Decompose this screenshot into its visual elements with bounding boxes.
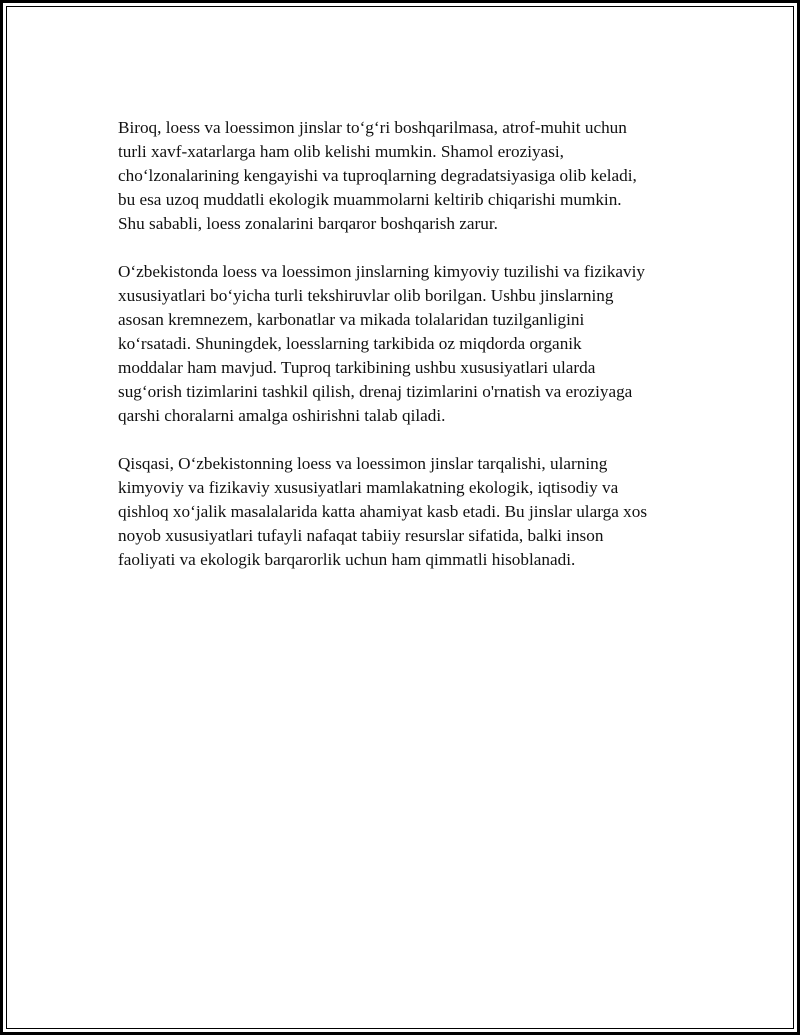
text-line: qishloq xo‘jalik masalalarida katta ahamiyat kasb etadi. Bu jinslar ularga xos: [118, 502, 648, 521]
text-line: Shu sababli, loess zonalarini barqaror boshqarish zarur.: [118, 214, 498, 233]
text-line: xususiyatlari bo‘yicha turli tekshiruvlar olib borilgan. Ushbu jinslarning: [118, 286, 614, 305]
text-line: moddalar ham mavjud. Tuproq tarkibining ushbu xususiyatlari ularda: [118, 358, 596, 377]
paragraph-2: [118, 260, 700, 428]
text-line: sug‘orish tizimlarini tashkil qilish, drenaj tizimlarini o'rnatish va eroziyaga: [118, 382, 633, 401]
text-line: Qisqasi, O‘zbekistonning loess va loessimon jinslar tarqalishi, ularning: [118, 454, 608, 473]
text-line: Biroq, loess va loessimon jinslar to‘g‘ri boshqarilmasa, atrof-muhit uchun: [118, 118, 627, 137]
text-line: noyob xususiyatlari tufayli nafaqat tabiiy resurslar sifatida, balki inson: [118, 526, 604, 545]
text-line: faoliyati va ekologik barqarorlik uchun ham qimmatli hisoblanadi.: [118, 550, 576, 569]
text-line: turli xavf-xatarlarga ham olib kelishi mumkin. Shamol eroziyasi,: [118, 142, 564, 161]
paragraph-3: [118, 452, 700, 572]
text-line: ko‘rsatadi. Shuningdek, loesslarning tarkibida oz miqdorda organik: [118, 334, 582, 353]
text-line: asosan kremnezem, karbonatlar va mikada tolalaridan tuzilganligini: [118, 310, 585, 329]
text-line: O‘zbekistonda loess va loessimon jinslarning kimyoviy tuzilishi va fizikaviy: [118, 262, 646, 281]
document-body: [118, 116, 700, 596]
paragraph-1: [118, 116, 700, 236]
text-line: bu esa uzoq muddatli ekologik muammolarni keltirib chiqarishi mumkin.: [118, 190, 622, 209]
text-line: cho‘lzonalarining kengayishi va tuproqlarning degradatsiyasiga olib keladi,: [118, 166, 637, 185]
text-line: qarshi choralarni amalga oshirishni talab qiladi.: [118, 406, 446, 425]
text-line: kimyoviy va fizikaviy xususiyatlari mamlakatning ekologik, iqtisodiy va: [118, 478, 619, 497]
